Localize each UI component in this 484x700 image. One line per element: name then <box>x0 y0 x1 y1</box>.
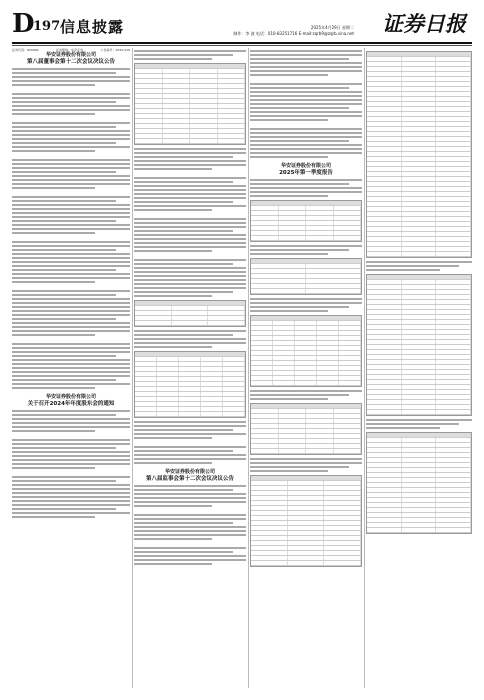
body-text <box>250 179 362 197</box>
body-text <box>250 245 362 255</box>
announcement-company: 华安证券股份有限公司 <box>280 163 331 169</box>
masthead-rule <box>12 42 472 44</box>
column-divider <box>248 48 249 688</box>
announcement-company: 华安证券股份有限公司 <box>45 52 96 58</box>
issue-date: 2025年4月29日 星期二 <box>310 25 354 30</box>
body-text <box>366 261 472 271</box>
notice-number: 公告编号：2025-018 <box>100 48 130 52</box>
announcement-title: 第八届监事会第十二次会议决议公告 <box>145 476 234 482</box>
column-divider <box>364 48 365 688</box>
column-divider <box>132 48 133 688</box>
data-table <box>366 274 472 416</box>
body-text <box>12 410 130 518</box>
body-text <box>250 390 362 400</box>
section-letter: D <box>12 9 35 39</box>
body-text <box>250 50 362 158</box>
column-1 <box>12 48 130 688</box>
data-table <box>134 63 246 145</box>
data-table <box>134 351 246 418</box>
editor-contact: 制作：李 波 电话：010-83251716 E-mail:zqrb9@zqrb.sina.net <box>233 31 354 36</box>
announcement-title: 第八届董事会第十二次会议决议公告 <box>26 59 115 65</box>
data-table <box>134 300 246 327</box>
body-text <box>134 421 246 464</box>
announcement-company: 华安证券股份有限公司 <box>45 394 96 400</box>
body-text <box>134 50 246 60</box>
data-table <box>250 200 362 242</box>
paper-logo: 证券日报 <box>382 11 466 36</box>
announcement-company: 华安证券股份有限公司 <box>164 469 215 475</box>
section-title: 信息披露 <box>60 18 125 36</box>
body-text <box>134 485 246 565</box>
body-text <box>366 419 472 429</box>
announcement-title: 关于召开2024年年度股东会的通知 <box>27 401 115 407</box>
data-table <box>366 51 472 258</box>
announcement-title: 2025年第一季度报告 <box>279 170 333 176</box>
masthead-rule-thin <box>12 45 472 46</box>
data-table <box>250 475 362 567</box>
body-text <box>134 148 246 297</box>
data-table <box>250 258 362 295</box>
masthead <box>0 0 484 44</box>
body-text <box>12 68 130 389</box>
stock-abbr: 证券简称：华安证券 <box>55 48 83 52</box>
column-2 <box>134 48 246 688</box>
column-3 <box>250 48 362 688</box>
column-4 <box>366 48 472 688</box>
stock-code: 证券代码：600909 <box>12 48 39 52</box>
body-text <box>250 298 362 312</box>
data-table <box>366 432 472 534</box>
page-number: 197 <box>33 19 61 34</box>
body-text <box>250 458 362 472</box>
data-table <box>250 403 362 455</box>
data-table <box>250 315 362 387</box>
body-text <box>134 330 246 348</box>
